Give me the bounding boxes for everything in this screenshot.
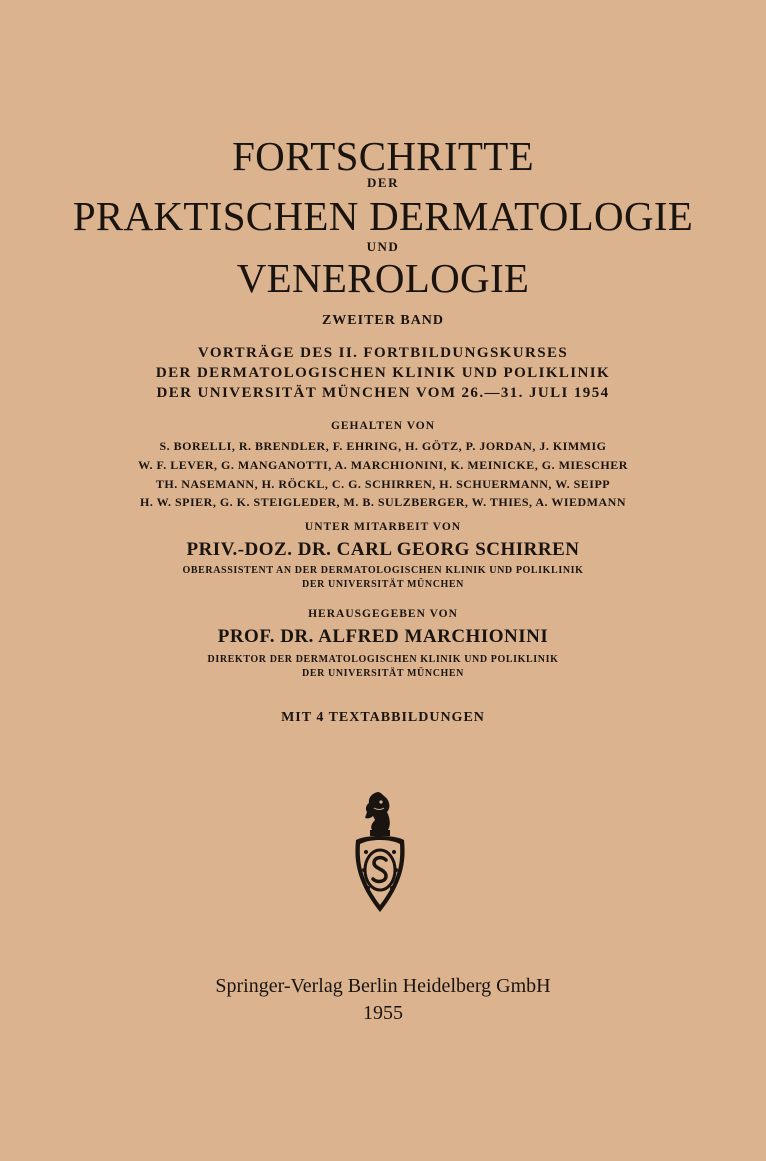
title-der: DER	[367, 175, 399, 190]
subtitle-line-3: DER UNIVERSITÄT MÜNCHEN VOM 26.—31. JULI 1954	[156, 385, 610, 401]
title-line-3: VENEROLOGIE	[236, 255, 530, 301]
editor-role-line-1: DIREKTOR DER DERMATOLOGISCHEN KLINIK UND POLIKLINIK	[207, 654, 559, 665]
springer-knight-logo-icon	[348, 790, 412, 918]
held-by-label: GEHALTEN VON	[330, 420, 436, 432]
collaborator-role-line-2: DER UNIVERSITÄT MÜNCHEN	[302, 579, 464, 590]
volume-label: ZWEITER BAND	[321, 313, 445, 328]
speakers-line-2: W. F. LEVER, G. MANGANOTTI, A. MARCHIONINI, K. MEINICKE, G. MIESCHER	[138, 458, 628, 472]
speakers-line-4: H. W. SPIER, G. K. STEIGLEDER, M. B. SULZBERGER, W. THIES, A. WIEDMANN	[139, 495, 626, 509]
title-line-1: FORTSCHRITTE	[232, 133, 534, 179]
title-line-2: PRAKTISCHEN DERMATOLOGIE	[72, 193, 694, 239]
speakers-line-1: S. BORELLI, R. BRENDLER, F. EHRING, H. GÖTZ, P. JORDAN, J. KIMMIG	[159, 439, 607, 453]
speakers-line-3: TH. NASEMANN, H. RÖCKL, C. G. SCHIRREN, H. SCHUERMANN, W. SEIPP	[155, 477, 611, 491]
illustrations-note: MIT 4 TEXTABBILDUNGEN	[281, 710, 485, 725]
subtitle-line-1: VORTRÄGE DES II. FORTBILDUNGSKURSES	[197, 345, 569, 361]
editor-name: PROF. DR. ALFRED MARCHIONINI	[217, 626, 549, 647]
collaborator-name: PRIV.-DOZ. DR. CARL GEORG SCHIRREN	[186, 539, 580, 560]
title-und: UND	[366, 239, 400, 254]
editor-role-line-2: DER UNIVERSITÄT MÜNCHEN	[302, 668, 464, 679]
editor-label: HERAUSGEGEBEN VON	[308, 608, 458, 620]
subtitle-line-2: DER DERMATOLOGISCHEN KLINIK UND POLIKLINIK	[155, 365, 611, 381]
publication-year: 1955	[363, 1002, 403, 1024]
collaboration-label: UNTER MITARBEIT VON	[304, 521, 462, 533]
publisher: Springer-Verlag Berlin Heidelberg GmbH	[215, 975, 551, 997]
collaborator-role-line-1: OBERASSISTENT AN DER DERMATOLOGISCHEN KLINIK UND POLIKLINIK	[182, 565, 584, 576]
